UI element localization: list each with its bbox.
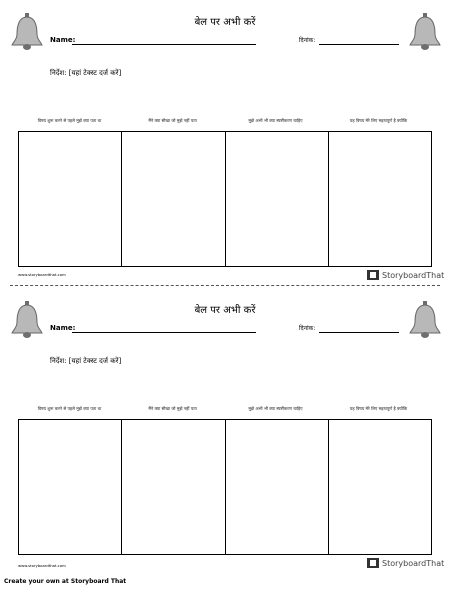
column-header: मुझे अभी भी क्या स्पष्टीकरण चाहिए: [248, 406, 303, 411]
site-url: www.storyboardthat.com: [18, 272, 66, 277]
column-header: विषय शुरू करने से पहले मुझे क्या पता था: [37, 118, 102, 123]
name-field[interactable]: [72, 332, 256, 333]
name-label: Name:: [50, 324, 76, 332]
response-grid: [18, 131, 432, 267]
storyboard-logo-icon: [367, 270, 379, 280]
cut-line-divider: [10, 285, 440, 286]
site-url: www.storyboardthat.com: [18, 563, 66, 568]
footer-text: Create your own at Storyboard That: [4, 578, 127, 585]
name-field[interactable]: [72, 44, 256, 45]
response-cell[interactable]: [19, 420, 122, 554]
column-header: यह विषय मेरे लिए महत्वपूर्ण है क्योंकि: [349, 118, 408, 123]
column-header: मुझे अभी भी क्या स्पष्टीकरण चाहिए: [248, 118, 303, 123]
response-cell[interactable]: [226, 132, 329, 266]
storyboard-logo-icon: [367, 558, 379, 568]
column-header: विषय शुरू करने से पहले मुझे क्या पता था: [37, 406, 102, 411]
response-cell[interactable]: [329, 420, 431, 554]
worksheet-top: [0, 0, 450, 280]
response-cell[interactable]: [19, 132, 122, 266]
worksheet-bottom: [0, 288, 450, 568]
brand-logo: [367, 558, 444, 568]
instructions-text: निर्देश: [यहां टेक्स्ट दर्ज करें]: [50, 357, 122, 365]
instructions-text: निर्देश: [यहां टेक्स्ट दर्ज करें]: [50, 69, 122, 77]
response-grid: [18, 419, 432, 555]
response-cell[interactable]: [122, 132, 225, 266]
date-label: दिनांक:: [299, 325, 316, 332]
date-field[interactable]: [319, 44, 399, 45]
brand-logo: [367, 270, 444, 280]
response-cell[interactable]: [226, 420, 329, 554]
date-label: दिनांक:: [299, 37, 316, 44]
name-label: Name:: [50, 36, 76, 44]
column-header: मैंने क्या सीखा जो मुझे नहीं पता: [148, 406, 197, 411]
response-cell[interactable]: [122, 420, 225, 554]
column-header: यह विषय मेरे लिए महत्वपूर्ण है क्योंकि: [349, 406, 408, 411]
brand-name: StoryboardThat: [382, 270, 445, 280]
brand-name: StoryboardThat: [382, 558, 445, 568]
worksheet-title: बेल पर अभी करें: [194, 305, 256, 316]
date-field[interactable]: [319, 332, 399, 333]
response-cell[interactable]: [329, 132, 431, 266]
worksheet-title: बेल पर अभी करें: [194, 17, 256, 28]
column-header: मैंने क्या सीखा जो मुझे नहीं पता: [148, 118, 197, 123]
